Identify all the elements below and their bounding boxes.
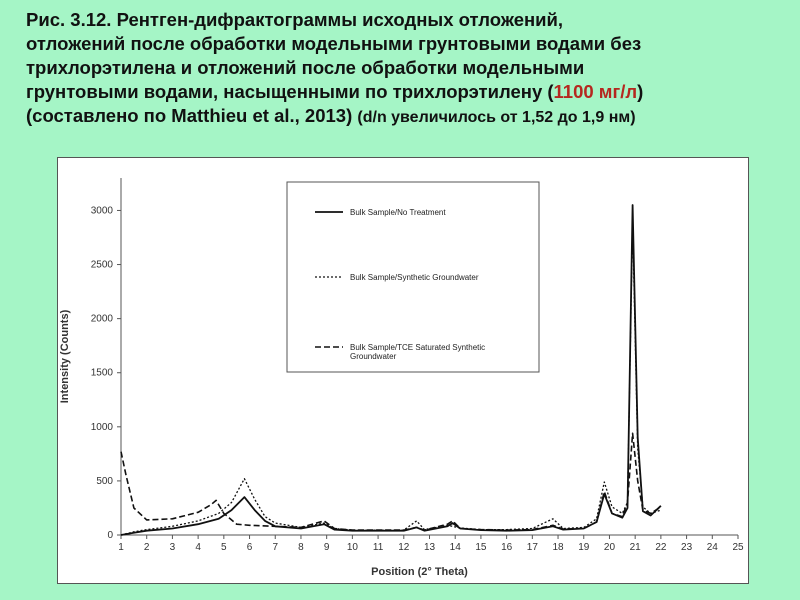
y-tick-label: 2000 (90, 313, 113, 325)
x-tick-label: 19 (578, 542, 590, 553)
xrd-chart-panel (57, 157, 749, 584)
x-tick-label: 14 (449, 542, 461, 553)
x-tick-label: 12 (398, 542, 410, 553)
x-tick-label: 8 (298, 542, 304, 553)
x-tick-label: 18 (552, 542, 564, 553)
caption-line-4 (26, 80, 786, 104)
x-tick-label: 5 (221, 542, 227, 553)
y-axis-title: Intensity (Counts) (59, 309, 71, 404)
x-tick-label: 17 (526, 542, 538, 553)
caption-source: (составлено по Matthieu et al., 2013) (26, 105, 358, 126)
caption-line-5 (26, 104, 786, 130)
caption-line-2: отложений после обработки модельными грунтовыми водами без (26, 33, 642, 54)
x-axis-title: Position (2° Theta) (371, 566, 468, 578)
caption-line-4-pre: грунтовыми водами, насыщенными по трихлорэтилену ( (26, 81, 554, 102)
legend-label-2: Bulk Sample/Synthetic Groundwater (350, 273, 479, 282)
series-line-3 (121, 433, 661, 530)
caption-line-3: трихлорэтилена и отложений после обработки модельными (26, 57, 585, 78)
legend-label-3: Bulk Sample/TCE Saturated Synthetic (350, 343, 486, 352)
figure-caption (26, 8, 786, 130)
x-tick-label: 4 (195, 542, 201, 553)
y-tick-label: 1500 (90, 367, 113, 379)
y-tick-label: 0 (107, 530, 113, 541)
x-tick-label: 3 (169, 542, 176, 553)
y-tick-label: 1000 (90, 421, 113, 433)
legend-label-3: Groundwater (350, 352, 397, 361)
x-tick-label: 7 (272, 542, 279, 553)
x-tick-label: 24 (706, 542, 718, 553)
y-tick-label: 3000 (90, 205, 113, 217)
x-tick-label: 1 (118, 542, 124, 553)
concentration-highlight: 1100 мг/л (553, 81, 638, 102)
y-tick-label: 2500 (90, 259, 113, 271)
y-tick-label: 500 (96, 475, 113, 487)
x-tick-label: 21 (629, 542, 641, 553)
x-tick-label: 6 (246, 542, 253, 553)
x-tick-label: 20 (603, 542, 616, 553)
caption-note: (d/n увеличилось от 1,52 до 1,9 нм) (357, 109, 636, 126)
caption-line-1: Рис. 3.12. Рентген-дифрактограммы исходных отложений, (26, 9, 564, 30)
legend-label-1: Bulk Sample/No Treatment (350, 208, 446, 217)
x-tick-label: 23 (681, 542, 693, 553)
x-tick-label: 22 (655, 542, 667, 553)
caption-line-4-post: ) (637, 81, 644, 102)
x-tick-label: 10 (346, 542, 358, 553)
xrd-chart (58, 158, 748, 583)
x-tick-label: 9 (323, 542, 330, 553)
x-tick-label: 15 (475, 542, 487, 553)
x-tick-label: 13 (423, 542, 436, 553)
x-tick-label: 2 (143, 542, 150, 553)
x-tick-label: 16 (501, 542, 513, 553)
x-tick-label: 25 (732, 542, 744, 553)
x-tick-label: 11 (372, 542, 384, 553)
